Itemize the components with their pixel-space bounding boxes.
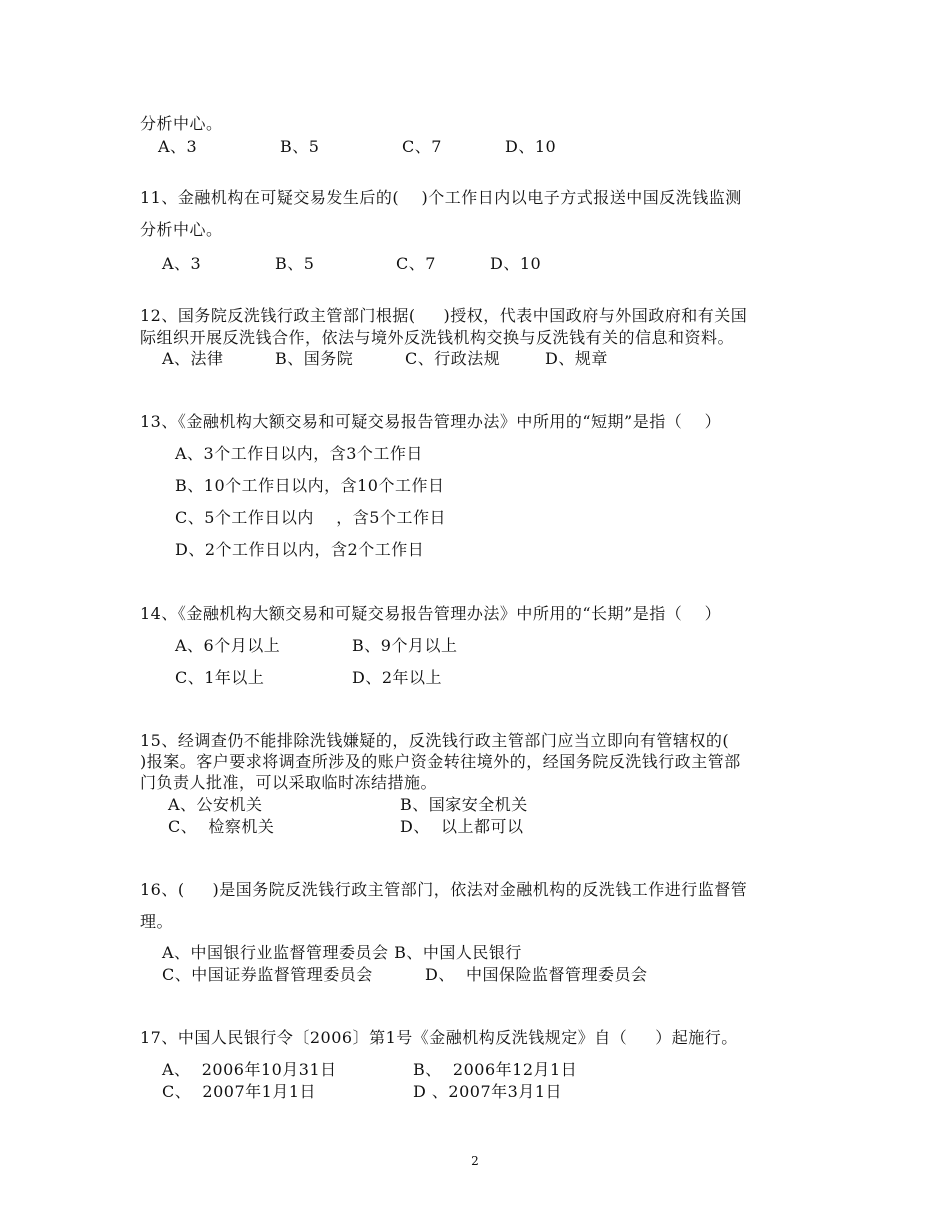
q15-option-c: C、 检察机关 bbox=[168, 817, 275, 836]
q17-stem: 17、中国人民银行令〔2006〕第1号《金融机构反洗钱规定》自（ ）起施行。 bbox=[140, 1028, 738, 1047]
q16-option-c: C、中国证券监督管理委员会 bbox=[162, 965, 373, 984]
q17-option-a: A、 2006年10月31日 bbox=[162, 1060, 337, 1079]
q10-option-b: B、5 bbox=[280, 137, 320, 156]
q12-stem-line-2: 际组织开展反洗钱合作，依法与境外反洗钱机构交换与反洗钱有关的信息和资料。 bbox=[140, 328, 735, 347]
q12-option-c: C、行政法规 bbox=[405, 349, 501, 368]
q17-option-b: B、 2006年12月1日 bbox=[413, 1060, 578, 1079]
q13-option-a: A、3个工作日以内，含3个工作日 bbox=[175, 444, 423, 463]
q14-stem: 14、《金融机构大额交易和可疑交易报告管理办法》中所用的“长期”是指（ ） bbox=[140, 604, 722, 623]
q14-option-b: B、9个月以上 bbox=[352, 636, 458, 655]
q13-option-b: B、10个工作日以内，含10个工作日 bbox=[175, 476, 445, 495]
q16-stem-line-2: 理。 bbox=[140, 912, 174, 931]
q15-stem-line-1: 15、经调查仍不能排除洗钱嫌疑的，反洗钱行政主管部门应当立即向有管辖权的( bbox=[140, 731, 730, 750]
q14-option-a: A、6个月以上 bbox=[175, 636, 281, 655]
q10-option-c: C、7 bbox=[402, 137, 442, 156]
q13-stem: 13、《金融机构大额交易和可疑交易报告管理办法》中所用的“短期”是指（ ） bbox=[140, 412, 722, 431]
q13-option-d: D、2个工作日以内，含2个工作日 bbox=[175, 540, 425, 559]
q12-option-a: A、法律 bbox=[162, 349, 224, 368]
q11-option-c: C、7 bbox=[396, 254, 436, 273]
q15-stem-line-2: )报案。客户要求将调查所涉及的账户资金转往境外的，经国务院反洗钱行政主管部 bbox=[140, 752, 741, 771]
q17-option-d: D 、2007年3月1日 bbox=[413, 1082, 562, 1101]
q16-option-d: D、 中国保险监督管理委员会 bbox=[425, 965, 648, 984]
q11-option-b: B、5 bbox=[275, 254, 315, 273]
q11-option-a: A、3 bbox=[162, 254, 202, 273]
q11-stem-line-1: 11、金融机构在可疑交易发生后的( )个工作日内以电子方式报送中国反洗钱监测 bbox=[140, 188, 742, 207]
q15-option-a: A、公安机关 bbox=[168, 795, 263, 814]
q10-continuation-line: 分析中心。 bbox=[140, 114, 223, 133]
q10-option-d: D、10 bbox=[505, 137, 557, 156]
q10-option-a: A、3 bbox=[158, 137, 198, 156]
q13-option-c: C、5个工作日以内 ，含5个工作日 bbox=[175, 508, 446, 527]
q16-stem-line-1: 16、( )是国务院反洗钱行政主管部门，依法对金融机构的反洗钱工作进行监督管 bbox=[140, 880, 748, 899]
q14-option-d: D、2年以上 bbox=[352, 668, 443, 687]
q11-option-d: D、10 bbox=[490, 254, 542, 273]
q15-option-d: D、 以上都可以 bbox=[400, 817, 524, 836]
q12-stem-line-1: 12、国务院反洗钱行政主管部门根据( )授权，代表中国政府与外国政府和有关国 bbox=[140, 306, 748, 325]
q15-option-b: B、国家安全机关 bbox=[400, 795, 528, 814]
q12-option-b: B、国务院 bbox=[275, 349, 354, 368]
q17-option-c: C、 2007年1月1日 bbox=[162, 1082, 316, 1101]
q16-option-a-b: A、中国银行业监督管理委员会 B、中国人民银行 bbox=[162, 943, 522, 962]
q14-option-c: C、1年以上 bbox=[175, 668, 265, 687]
page-number: 2 bbox=[471, 1154, 479, 1168]
q11-stem-line-2: 分析中心。 bbox=[140, 220, 223, 239]
q12-option-d: D、规章 bbox=[545, 349, 608, 368]
q15-stem-line-3: 门负责人批准，可以采取临时冻结措施。 bbox=[140, 773, 438, 792]
